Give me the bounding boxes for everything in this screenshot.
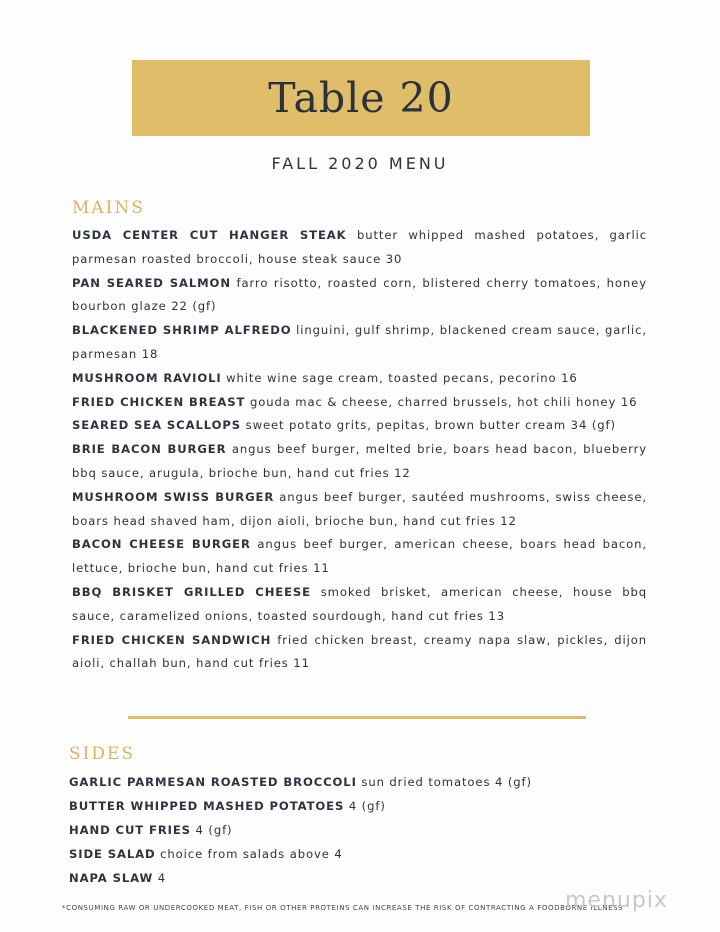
item-description: smoked brisket, american cheese, house bbq sauce, caramelized onions, toasted sourdough, hand cut fries 13 [72, 584, 647, 623]
item-description: angus beef burger, sautéed mushrooms, swiss cheese, boars head shaved ham, dijon aioli, brioche bun, hand cut fries 12 [72, 489, 647, 528]
item-description: butter whipped mashed potatoes, garlic parmesan roasted broccoli, house steak sauce 30 [72, 228, 647, 266]
item-name: FRIED CHICKEN SANDWICH [72, 632, 272, 647]
item-description: gouda mac & cheese, charred brussels, hot chili honey 16 [249, 394, 638, 409]
item-description: farro risotto, roasted corn, blistered cherry tomatoes, honey bourbon glaze 22 (gf) [72, 275, 647, 314]
menu-item [72, 272, 647, 320]
menu-item [72, 414, 647, 438]
item-name: BBQ BRISKET GRILLED CHEESE [72, 584, 312, 599]
item-name: SEARED SEA SCALLOPS [72, 418, 242, 433]
item-description: 4 [157, 871, 167, 885]
menu-subtitle: FALL 2020 MENU [271, 154, 449, 173]
item-description: linguini, gulf shrimp, blackened cream sauce, garlic, parmesan 18 [72, 323, 647, 361]
menu-item [72, 629, 647, 677]
sides-list [69, 770, 649, 890]
item-name: BACON CHEESE BURGER [72, 537, 251, 552]
item-description: sweet potato grits, pepitas, brown butter cream 34 (gf) [245, 418, 616, 433]
item-description: 4 (gf) [348, 799, 386, 813]
item-description: sun dried tomatoes 4 (gf) [361, 775, 532, 789]
item-name: NAPA SLAW [69, 871, 154, 885]
section-divider [128, 716, 586, 719]
footnote: *CONSUMING RAW OR UNDERCOOKED MEAT, FISH OR OTHER PROTEINS CAN INCREASE THE RISK OF CONTRACTING A FOODBORNE ILLNESS [62, 904, 624, 912]
item-description: white wine sage cream, toasted pecans, pecorino 16 [226, 370, 578, 385]
item-name: GARLIC PARMESAN ROASTED BROCCOLI [69, 775, 357, 789]
item-name: FRIED CHICKEN BREAST [72, 394, 246, 409]
item-description: angus beef burger, american cheese, boars head bacon, lettuce, brioche bun, hand cut fries 11 [72, 537, 647, 576]
menu-item [72, 224, 647, 272]
item-name: USDA CENTER CUT HANGER STEAK [72, 228, 347, 242]
item-name: BUTTER WHIPPED MASHED POTATOES [69, 799, 345, 813]
item-description: angus beef burger, melted brie, boars head bacon, blueberry bbq sauce, arugula, brioche bun, hand cut fries 12 [72, 442, 647, 480]
menu-item [72, 486, 647, 534]
item-name: MUSHROOM RAVIOLI [72, 370, 222, 385]
menu-item [69, 770, 649, 794]
menu-item [69, 866, 649, 890]
menu-item [69, 794, 649, 818]
item-description: choice from salads above 4 [160, 847, 343, 861]
menu-item [72, 533, 647, 581]
item-name: MUSHROOM SWISS BURGER [72, 489, 275, 504]
watermark-logo: menupix [565, 888, 668, 913]
menu-item [72, 367, 647, 391]
menu-item [72, 319, 647, 367]
item-name: BRIE BACON BURGER [72, 442, 227, 457]
item-name: BLACKENED SHRIMP ALFREDO [72, 323, 292, 338]
item-name: SIDE SALAD [69, 847, 156, 861]
restaurant-title: Table 20 [268, 74, 454, 122]
menu-item [69, 842, 649, 866]
menu-item [72, 438, 647, 486]
title-banner [132, 60, 590, 136]
mains-list [72, 224, 647, 676]
menu-item [69, 818, 649, 842]
item-description: fried chicken breast, creamy napa slaw, pickles, dijon aioli, challah bun, hand cut fries 11 [72, 632, 647, 671]
menu-item [72, 391, 647, 415]
menu-item [72, 581, 647, 629]
item-name: HAND CUT FRIES [69, 823, 191, 837]
sides-heading: SIDES [69, 744, 136, 764]
mains-heading: MAINS [72, 198, 145, 218]
item-description: 4 (gf) [195, 823, 233, 837]
item-name: PAN SEARED SALMON [72, 275, 231, 290]
